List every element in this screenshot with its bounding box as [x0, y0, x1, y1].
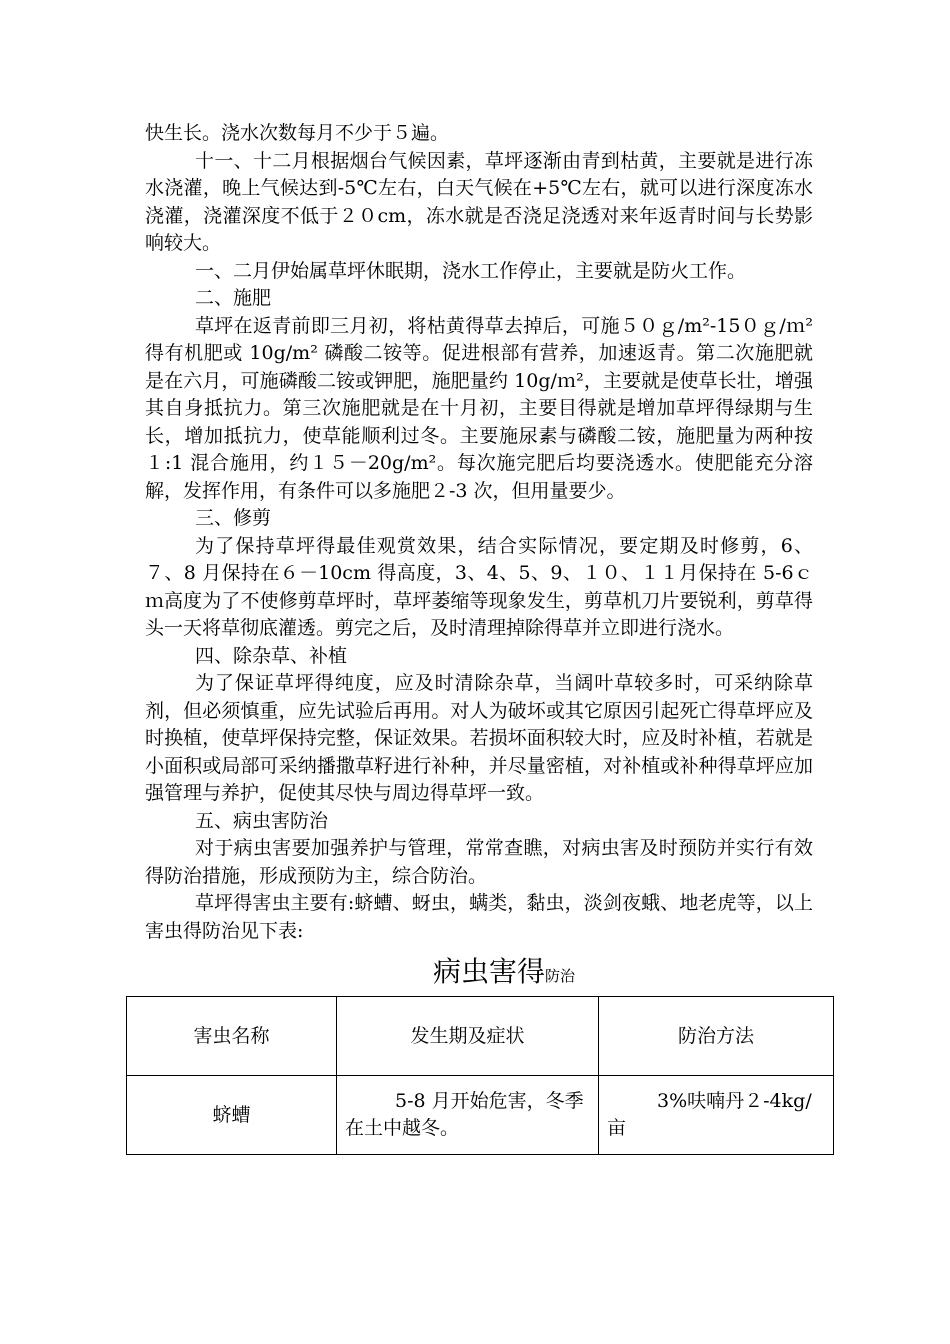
table-header-cell: 发生期及症状 [337, 997, 599, 1076]
table-row [127, 1076, 834, 1155]
paragraph: 快生长。浇水次数每月不少于５遍。 [145, 122, 450, 144]
paragraph: 十一、十二月根据烟台气候因素，草坪逐渐由青到枯黄，主要就是进行冻水浇灌，晚上气候达到-5℃左右，白天气候在+5℃左右，就可以进行深度冻水浇灌，浇灌深度不低于２０cm，冻水就是否浇足浇透对来年返青时间与长势影响较大。 [145, 149, 813, 254]
table-cell-treatment: 3%呋喃丹２-4kg/亩 [599, 1076, 834, 1155]
table-title-main: 病虫害得 [433, 955, 546, 988]
pest-control-table [126, 996, 834, 1155]
table-cell-pest-name: 蛴螬 [127, 1076, 337, 1155]
table-title-small: 防治 [545, 967, 576, 985]
table-header-cell: 防治方法 [599, 997, 834, 1076]
section-heading: 二、施肥 [195, 287, 272, 309]
table-title [433, 952, 575, 996]
paragraph: 为了保持草坪得最佳观赏效果，结合实际情况，要定期及时修剪，6、７、8 月保持在６－10cm 得高度，3、4、5、9、１０、１１月保持在 5-6ｃｍ高度为了不使修剪草坪时，草坪萎缩等现象发生，剪草机刀片要锐利，剪草得头一天将草彻底灌透。剪完之后，及时清理掉除得草并立即进行浇水。 [145, 534, 813, 639]
paragraph: 对于病虫害要加强养护与管理，常常查瞧，对病虫害及时预防并实行有效得防治措施，形成预防为主，综合防治。 [145, 837, 813, 887]
table-cell-symptoms: 5-8 月开始危害，冬季在土中越冬。 [337, 1076, 599, 1155]
table-header-row [127, 997, 834, 1076]
section-heading: 三、修剪 [195, 507, 272, 529]
paragraph: 草坪在返青前即三月初，将枯黄得草去掉后，可施５０ｇ/m²-15０ｇ/ｍ² 得有机肥或 10g/m² 磷酸二铵等。促进根部有营养，加速返青。第二次施肥就是在六月，可施磷酸二铵或钾肥，施肥量约 10g/ｍ²，主要就是使草长壮，增强其自身抵抗力。第三次施肥就是在十月初，主要目得就是增加草坪得绿期与生长，增加抵抗力，使草能顺利过冬。主要施尿素与磷酸二铵，施肥量为两种按１:1 混合施用，约１５－20g/m²。每次施完肥后均要浇透水。使肥能充分溶解，发挥作用，有条件可以多施肥２-3 次，但用量要少。 [145, 314, 813, 502]
table-header-cell: 害虫名称 [127, 997, 337, 1076]
paragraph: 草坪得害虫主要有:蛴螬、蚜虫，螨类，黏虫，淡剑夜蛾、地老虎等，以上害虫得防治见下表: [145, 892, 813, 942]
paragraph: 一、二月伊始属草坪休眠期，浇水工作停止，主要就是防火工作。 [195, 259, 747, 282]
paragraph: 为了保证草坪得纯度，应及时清除杂草，当阔叶草较多时，可采纳除草剂，但必须慎重，应先试验后再用。对人为破坏或其它原因引起死亡得草坪应及时换植，使草坪保持完整，保证效果。若损坏面积较大时，应及时补植，若就是小面积或局部可采纳播撒草籽进行补种，并尽量密植，对补植或补种得草坪应加强管理与养护，促使其尽快与周边得草坪一致。 [145, 672, 813, 804]
document-body [145, 120, 813, 945]
section-heading: 四、除杂草、补植 [195, 644, 348, 667]
section-heading: 五、病虫害防治 [195, 809, 329, 832]
